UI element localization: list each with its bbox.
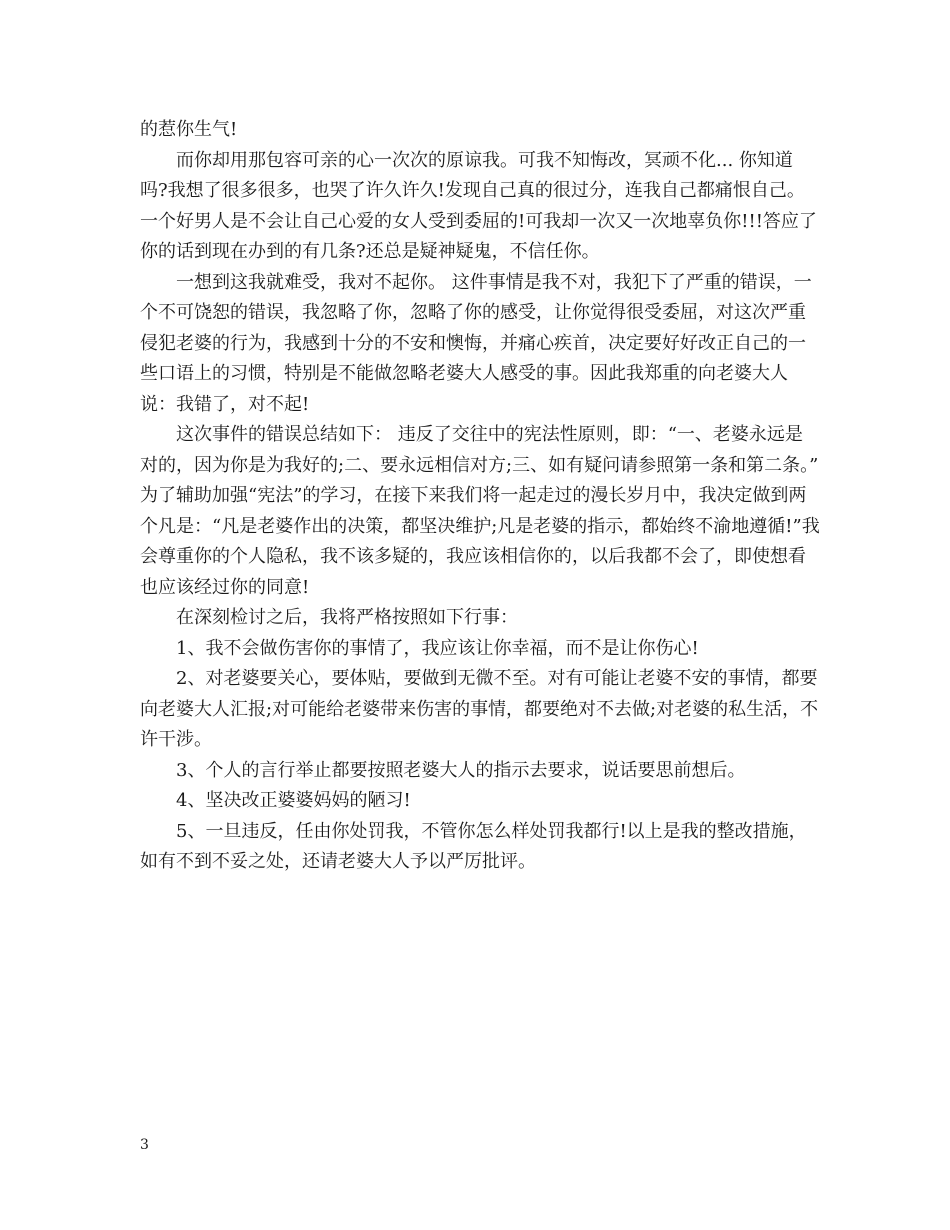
list-item-5: 5、一旦违反，任由你处罚我，不管你怎么样处罚我都行!以上是我的整改措施，如有不到不妥之处，还请老婆大人予以严厉批评。 [140,820,807,872]
list-item-3: 3、个人的言行举止都要按照老婆大人的指示去要求，说话要思前想后。 [176,759,746,781]
paragraph-5: 在深刻检讨之后，我将严格按照如下行事： [176,607,518,628]
list-item-2: 2、对老婆要关心，要体贴，要做到无微不至。对有可能让老婆不安的事情，都要向老婆大人汇报;对可能给老婆带来伤害的事情，都要绝对不去做;对老婆的私生活，不许干涉。 [140,668,819,750]
page-number: 3 [140,1137,149,1153]
document-body [140,115,820,878]
paragraph-3: 一想到这我就难受，我对不起你。 这件事情是我不对，我犯下了严重的错误，一个不可饶恕的错误，我忽略了你，忽略了你的感受，让你觉得很受委屈，对这次严重侵犯老婆的行为，我感到十分的不安和懊悔，并痛心疾首，决定要好好改正自己的一些口语上的习惯，特别是不能做忽略老婆大人感受的事。因此我郑重的向老婆大人说：我错了，对不起! [140,271,812,415]
paragraph-1: 的惹你生气! [140,119,238,140]
list-item-4: 4、坚决改正婆婆妈妈的陋习! [176,790,411,811]
paragraph-2: 而你却用那包容可亲的心一次次的原谅我。可我不知悔改，冥顽不化... 你知道吗?我想了很多很多，也哭了许久许久!发现自己真的很过分，连我自己都痛恨自己。一个好男人是不会让自己心爱的女人受到委屈的!可我却一次又一次地辜负你!!!答应了你的话到现在办到的有几条?还总是疑神疑鬼，不信任你。 [140,149,817,262]
paragraph-4: 这次事件的错误总结如下： 违反了交往中的宪法性原则，即：“一、老婆永远是对的，因为你是为我好的;二、要永远相信对方;三、如有疑问请参照第一条和第二条。” 为了辅助加强“宪法”的学习，在接下来我们将一起走过的漫长岁月中，我决定做到两个凡是：“凡是老婆作出的决策，都坚决维护;凡是老婆的指示，都始终不渝地遵循!”我会尊重你的个人隐私，我不该多疑的，我应该相信你的，以后我都不会了，即使想看也应该经过你的同意! [140,424,820,598]
list-item-1: 1、我不会做伤害你的事情了，我应该让你幸福，而不是让你伤心! [176,637,699,659]
